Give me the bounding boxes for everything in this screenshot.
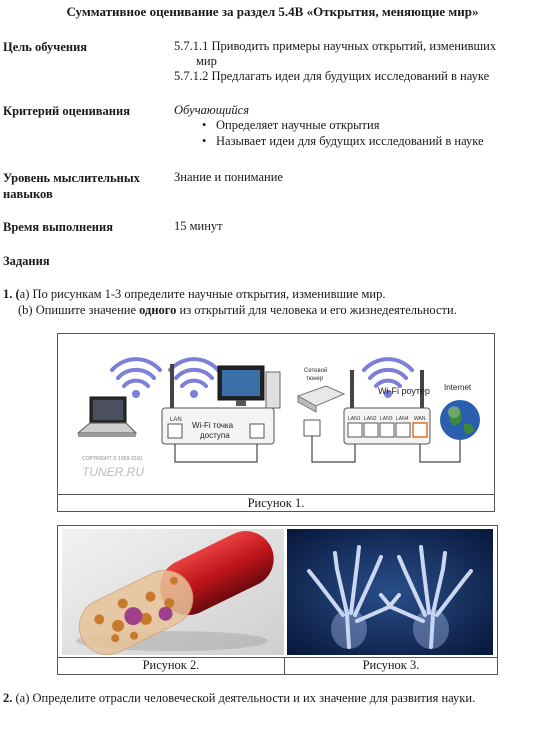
tasks-heading: Задания <box>3 254 50 268</box>
modem-label-line-2: тюнер <box>306 376 324 382</box>
wifi-network-diagram <box>58 334 494 494</box>
router-port-lan4: LAN4 <box>396 416 409 422</box>
figure-1 <box>57 333 495 512</box>
task-2-number: 2. <box>3 691 13 705</box>
capsule-image <box>62 529 284 655</box>
task-1-b <box>18 302 545 318</box>
goal-line-2: 5.7.1.2 Предлагать идеи для будущих исследований в науке <box>174 69 490 83</box>
ap-lan-label: LAN <box>170 417 182 423</box>
desktop-computer-icon <box>218 366 280 408</box>
task-1-a <box>3 286 543 302</box>
task-1-b-before: (b) Опишите значение <box>18 303 140 317</box>
ap-label-line-1: Wi-Fi точка <box>192 421 234 430</box>
task-2 <box>3 690 543 706</box>
level-value: Знание и понимание <box>174 170 283 184</box>
figure-2-caption: Рисунок 2. <box>142 658 200 672</box>
figure-2-image <box>62 529 284 655</box>
time-value: 15 минут <box>174 219 223 233</box>
time-label: Время выполнения <box>3 220 113 234</box>
criteria-bullet-1: • Определяет научные открытия <box>174 118 542 134</box>
figure-3-caption: Рисунок 3. <box>362 658 420 672</box>
task-2-text: (a) Определите отрасли человеческой деятельности и их значение для развития науки. <box>12 691 476 705</box>
task-1-number: 1. <box>3 287 13 301</box>
task-1-b-after: из открытий для человека и его жизнедеятельности. <box>176 303 457 317</box>
watermark-text: TUNER.RU <box>82 465 144 479</box>
criteria-bullet-2: • Называет идеи для будущих исследований в науке <box>174 134 542 150</box>
goal-line-1: 5.7.1.1 Приводить примеры научных открытий, изменивших <box>174 39 497 53</box>
wifi-signal-icon <box>364 359 412 386</box>
laptop-icon <box>78 397 136 437</box>
router-port-lan1: LAN1 <box>348 416 361 422</box>
internet-label: Internet <box>444 383 472 392</box>
wifi-signal-icon <box>170 359 218 386</box>
network-modem-icon <box>298 386 344 436</box>
task-1-b-bold: одного <box>139 303 177 317</box>
level-label-line-2: навыков <box>3 187 53 201</box>
figure-3-image <box>287 529 493 655</box>
level-label <box>3 170 140 202</box>
ap-label-line-2: доступа <box>200 431 230 440</box>
page-title: Суммативное оценивание за раздел 5.4В «Открытия, меняющие мир» <box>66 4 479 19</box>
goal-line-1-cont: мир <box>196 54 217 68</box>
modem-label-line-1: Сетевой <box>304 368 328 374</box>
router-label: Wi-Fi роутер <box>378 386 430 396</box>
goal-value <box>174 39 542 84</box>
globe-icon <box>440 400 480 440</box>
router-port-wan: WAN <box>414 416 426 422</box>
criteria-subject: Обучающийся <box>174 103 250 117</box>
copyright-text: COPYRIGHT © 1999-2010 <box>82 456 143 462</box>
figures-2-3 <box>57 525 498 675</box>
criteria-label: Критерий оценивания <box>3 104 130 118</box>
goal-label: Цель обучения <box>3 40 88 54</box>
router-port-lan3: LAN3 <box>380 416 393 422</box>
level-label-line-1: Уровень мыслительных <box>3 171 140 185</box>
xray-hands-image <box>287 529 493 655</box>
task-1-a-open: ( <box>15 287 20 301</box>
router-port-lan2: LAN2 <box>364 416 377 422</box>
task-1-a-text: По рисункам 1-3 определите научные открытия, изменившие мир. <box>29 287 386 301</box>
criteria-value <box>174 103 542 149</box>
figure-1-caption: Рисунок 1. <box>58 494 494 511</box>
task-1-a-letter: a) <box>19 287 30 301</box>
wifi-signal-icon <box>112 359 160 386</box>
